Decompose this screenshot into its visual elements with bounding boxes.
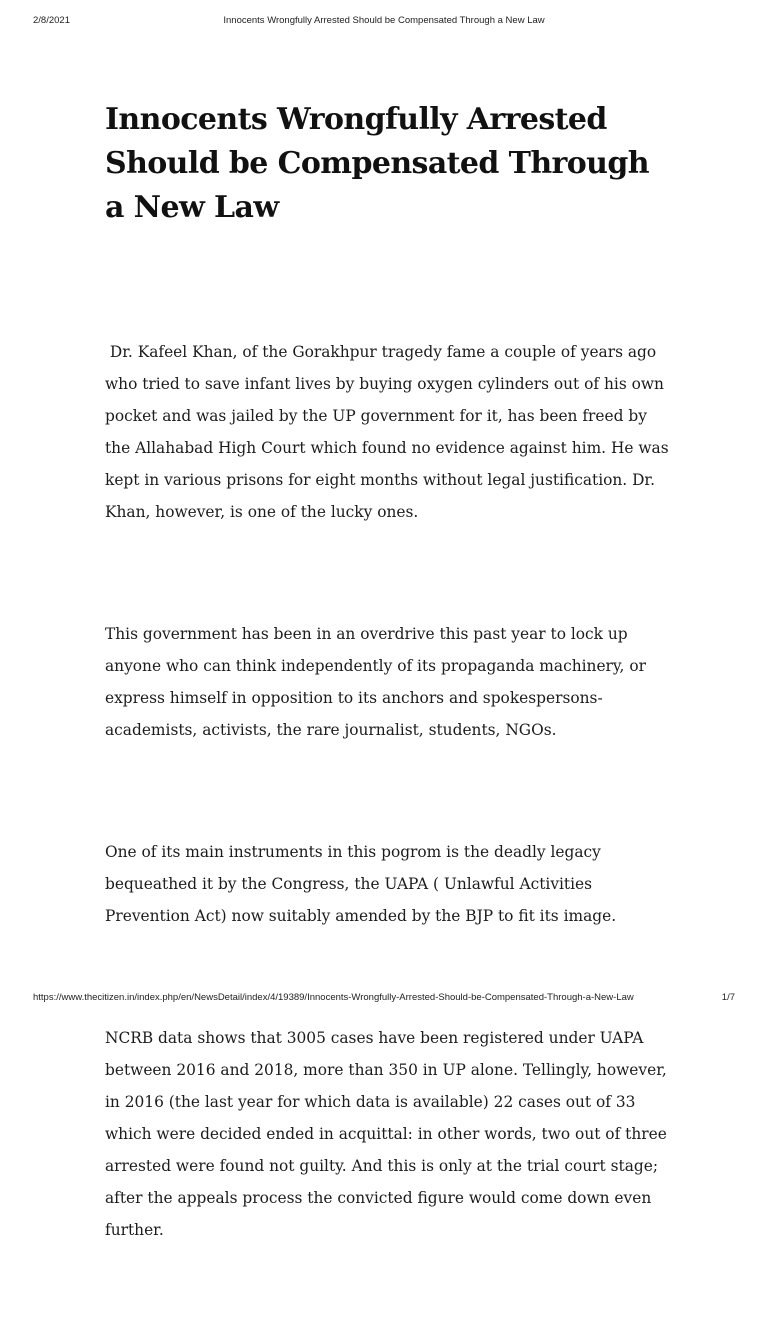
print-document-title: Innocents Wrongfully Arrested Should be Compensated Through a New Law xyxy=(223,15,545,26)
page-number: 1/7 xyxy=(721,992,735,1003)
print-footer xyxy=(33,992,735,1006)
article-paragraph: Dr. Kafeel Khan, of the Gorakhpur tragedy fame a couple of years ago who tried to save infant lives by buying oxygen cylinders out of his own pocket and was jailed by the UP government for it, has been freed by the Allahabad High Court which found no evidence against him. He was kept in various prisons for eight months without legal justification. Dr. Khan, however, is one of the lucky ones. xyxy=(105,343,674,521)
article-paragraph: NCRB data shows that 3005 cases have been registered under UAPA between 2016 and 2018, more than 350 in UP alone. Tellingly, however, in 2016 (the last year for which data is available) 22 cases out of 33 which were decided ended in acquittal: in other words, two out of three arrested were found not guilty. And this is only at the trial court stage; after the appeals process the convicted figure would come down even further. xyxy=(105,1029,672,1239)
article xyxy=(105,98,674,1336)
print-header xyxy=(33,15,735,29)
article-paragraph: One of its main instruments in this pogrom is the deadly legacy bequeathed it by the Congress, the UAPA ( Unlawful Activities Prevention Act) now suitably amended by the BJP to fit its image. xyxy=(105,843,617,925)
print-date: 2/8/2021 xyxy=(33,15,70,26)
source-url-link[interactable]: https://www.thecitizen.in/index.php/en/NewsDetail/index/4/19389/Innocents-Wrongfully-Arrested-Should-be-Compensated-Through-a-New-Law xyxy=(33,992,634,1003)
article-headline: Innocents Wrongfully Arrested Should be Compensated Through a New Law xyxy=(105,102,649,225)
article-body xyxy=(105,272,674,1336)
article-paragraph: This government has been in an overdrive this past year to lock up anyone who can think independently of its propaganda machinery, or express himself in opposition to its anchors and spokespersons- academists, activists, the rare journalist, students, NGOs. xyxy=(105,625,651,739)
